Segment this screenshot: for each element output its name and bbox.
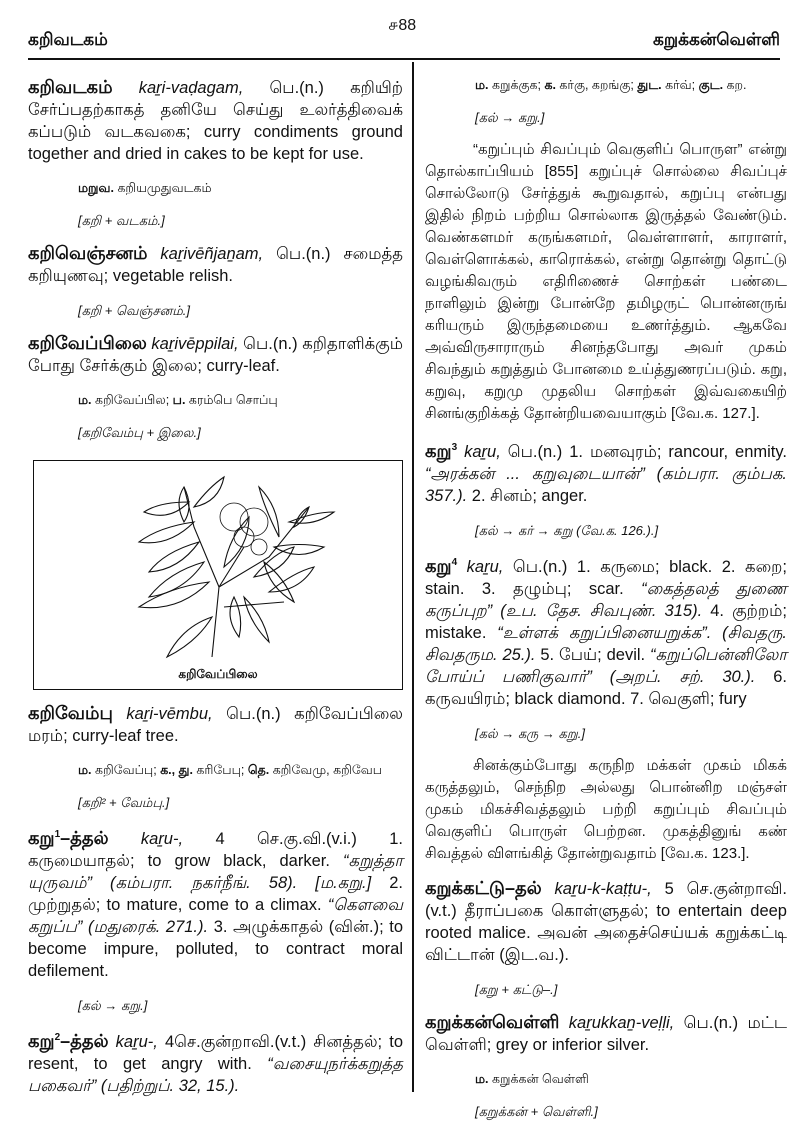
cognate-text: கரிபேபு; [196,763,245,777]
quotation: “அரக்கன் ... கறுவுடையான்” (கம்பரா. கும்பக. 357.). [425,465,787,505]
etymology: [கல் → கறு.] [475,110,545,125]
definition: 6. கருவயிரம்; black diamond. 7. வெகுளி; fury [425,668,787,708]
figure-caption: கறிவேப்பிலை [178,667,258,681]
entry-karivadagam [28,76,403,165]
entry-karivembu [28,702,403,747]
part-of-speech: பெ.(n.) [243,335,298,353]
transliteration: kaṟu-, [115,1033,158,1051]
right-column [425,64,787,1121]
cognates [78,393,403,409]
entry-karu-4 [425,552,787,710]
definition: 3. அழுக்காதல் (வின்.); to become impure, polluted, to contract moral defilement. [28,918,403,980]
definition: சினத்தல்; to resent, to get angry with. [28,1033,404,1073]
cognate-label: ம. [78,763,92,777]
left-column [28,64,403,1097]
cognate-label: மறுவ. [78,181,114,195]
definition: 1. கருமையாதல்; to grow black, darker. [28,830,404,870]
cognate-label: ம. [78,393,92,407]
part-of-speech: பெ.(n.) [226,705,281,723]
cognate-text: கர்வ்; [665,78,696,92]
headword: கறு$^2$–த்தல் [28,1031,109,1051]
definition: கறிதாளிக்கும் போது சேர்க்கும் இலை; curry-leaf. [28,335,403,375]
definition: கறிவேப்பிலை மரம்; curry-leaf tree. [28,705,404,745]
definition: 1. மனவுரம்; rancour, enmity. [569,443,787,461]
cognates [78,763,403,779]
entry-karu-3 [425,437,787,507]
transliteration: kaṟu, [464,443,501,461]
quotation: “உள்ளக் கறுப்பினையறுக்க”. (சிவதரு. சிவதரும. 25.). [425,624,787,664]
transliteration: kaṟivēppilai, [151,335,239,353]
quotation: “கௌவை கறுப்ப” (மதுரைக். 271.). [28,896,403,936]
part-of-speech: 4செ.குன்றாவி.(v.t.) [165,1033,307,1051]
headword: கறுக்கட்டு–தல் [425,878,542,898]
etymology: [கல் → கரு → கறு.] [475,726,585,741]
part-of-speech: பெ.(n.) [683,1014,739,1032]
transliteration: kaṟivēñjaṉam, [160,245,264,263]
transliteration: kaṟu, [466,558,504,576]
entry-karu-2 [28,1027,403,1097]
transliteration: kaṟu-, [140,830,184,848]
definition: 2. முற்றுதல்; to mature, come to a climax. [28,874,403,914]
cognate-text: கறியமுதுவடகம் [117,181,212,195]
cognate-text: கறுக்கன் வெள்ளி [492,1072,589,1086]
cognates [475,1072,787,1088]
entry-karukkattu [425,877,787,966]
definition: 5. பேய்; devil. [540,646,646,664]
transliteration: kaṟu-k-kaṭṭu-, [554,880,652,898]
etymology: [கறி + வடகம்.] [78,213,165,228]
etymology: [கறு + கட்டு–.] [475,982,558,997]
definition: சமைத்த கறியுணவு; vegetable relish. [28,245,404,285]
cognate-text: கர்கு, கறங்கு; [559,78,634,92]
cognate-label: ப. [172,393,186,407]
running-header [28,14,780,60]
part-of-speech: 4 செ.கு.வி.(v.i.) [215,830,357,848]
headword: கறிவடகம் [28,77,113,97]
note-paragraph: “கறுப்பும் சிவப்பும் வெகுளிப் பொருள” என்று தொல்காப்பியம் [855] கறுப்புச் சொல்லை சிவப்புச் சொல்லோடு சேர்த்துக் கூறுவதால், கறுப்பு என்பது இதில் நிறம் பற்றிய சொல்லாக இருத்தல் வேண்டும். வெண்களமர் கருங்களமர், வெள்ளாளர், காராளர், வெள்ளொக்கல், காரொக்கல், என்று தொன்று தொட்டு வழங்கிவரும் எதிரிணைச் சொற்கள் பண்டை நாளிலும் இன்று போன்றே தமிழருட் பொன்னருங் கரியரும் இருந்தமையை உணர்த்தும். ஆகவே அவ்விருசாராரும் சினந்தபோது அவர் முகம் சிவந்தும் கறுத்தும் போனமை உய்த்துணரப்படும். கறு, கறுவு, கறுமு முதலிய சொற்கள் இவ்வகையிற் சினங்குறிக்கத் தோன்றியவையாகும் [வே.க. 127.]. [425,141,787,422]
definition: 4. குற்றம்; mistake. [425,602,787,642]
cognate-label: குட. [698,78,724,92]
headword: கறிவேம்பு [28,703,113,723]
guide-word-right: கறுக்கன்வெள்ளி [653,30,780,49]
cognate-label: க., து. [160,763,193,777]
definition: தீராப்பகை கொள்ளுதல்; to entertain deep rooted malice. அவன் அதைச்செய்யக் கறுக்கட்டி விட்டான் (இட.வ.). [425,902,787,964]
definition: 1. கருமை; black. 2. கறை; stain. 3. தழும்பு; scar. [425,558,787,598]
etymology: [கறி² + வேம்பு.] [78,795,170,810]
column-divider [412,62,414,1092]
page-number: ௪88 [388,17,417,34]
etymology: [கறிவேம்பு + இலை.] [78,425,201,440]
cognate-text: கற. [726,78,747,92]
definition: கறியிற் சேர்ப்பதற்காகத் தனியே செய்து உலர்த்திவைக் கப்படும் வடகவகை; curry condiments ground together and dried in cakes to be kept for use. [28,79,404,163]
curry-leaf-drawing [94,467,344,662]
entry-karu-1 [28,824,403,982]
entry-kariveppilai [28,332,403,377]
curry-leaf-illustration [33,460,403,690]
headword: கறு$^3$ [425,441,458,461]
cognate-label: தெ. [247,763,270,777]
cognate-label: ம. [475,78,489,92]
cognate-label: க. [544,78,556,92]
cognate-label: துட. [637,78,662,92]
transliteration: kaṟukkaṉ-veḷḷi, [568,1014,675,1032]
cognate-text: கரம்பெ சொப்பு [188,393,278,407]
quotation: “கைத்தலத் துணை கருப்புற” (உப. தேச. சிவபுண். 315). [425,580,787,620]
headword: கறு$^4$ [425,556,458,576]
part-of-speech: பெ.(n.) [269,79,324,97]
guide-word-left: கறிவடகம் [28,30,108,49]
cognate-text: கறுக்குக; [492,78,541,92]
headword: கறுக்கன்வெள்ளி [425,1012,560,1032]
cognate-text: கறிவேமு, கறிவேப [272,763,382,777]
entry-karukkanvelli [425,1011,787,1056]
headword: கறிவேப்பிலை [28,333,147,353]
definition: 2. சினம்; anger. [471,487,588,505]
cognate-text: கறிவேப்பு; [95,763,157,777]
quotation: “கறுத்தா யுருவம்” (கம்பரா. நகர்நீங். 58). [ம.கறு.] [28,852,403,892]
headword: கறிவெஞ்சனம் [28,243,148,263]
entry-karivenjanam [28,242,403,287]
transliteration: kaṟi-vēmbu, [126,705,213,723]
part-of-speech: பெ.(n.) [276,245,331,263]
part-of-speech: பெ.(n.) [512,558,568,576]
note-paragraph: சினக்கும்போது கருநிற மக்கள் முகம் மிகக் கருத்தலும், செந்நிற அல்லது பொன்னிற மஞ்சள் முகம் மிகச்சிவத்தலும் பற்றி கறுப்பும் சிவப்பும் வெகுளிப் பொருள் பெற்றன. முகத்தினுங் கண் சிவத்தல் விளங்கித் தோன்றுவதாம் [வே.க. 123.]. [425,757,787,862]
quotation: “வசையுநர்க்கறுத்த பகைவர்” (பதிற்றுப். 32, 15.). [28,1055,403,1095]
transliteration: kaṟi-vaḍagam, [138,79,244,97]
headword: கறு$^1$–த்தல் [28,828,109,848]
part-of-speech: 5 செ.குன்றாவி.(v.t.) [425,880,787,920]
leaves [139,477,334,657]
cognate-label: ம. [475,1072,489,1086]
cognates [475,78,787,94]
etymology: [கல் → கறு.] [78,998,148,1013]
etymology: [கறி + வெஞ்சனம்.] [78,303,190,318]
part-of-speech: பெ.(n.) [507,443,563,461]
etymology: [கறுக்கன் + வெள்ளி.] [475,1104,598,1119]
cognates [78,181,403,197]
cognate-text: கறிவேப்பில; [95,393,170,407]
etymology: [கல் → கர் → கறு (வே.க. 126.).] [475,523,659,538]
flower-cluster [220,503,268,555]
definition: மட்ட வெள்ளி; grey or inferior silver. [425,1014,787,1054]
quotation: “கறுப்பென்னிலோ போய்ப் பணிகுவார்” (அறப். சற். 30.). [425,646,787,686]
